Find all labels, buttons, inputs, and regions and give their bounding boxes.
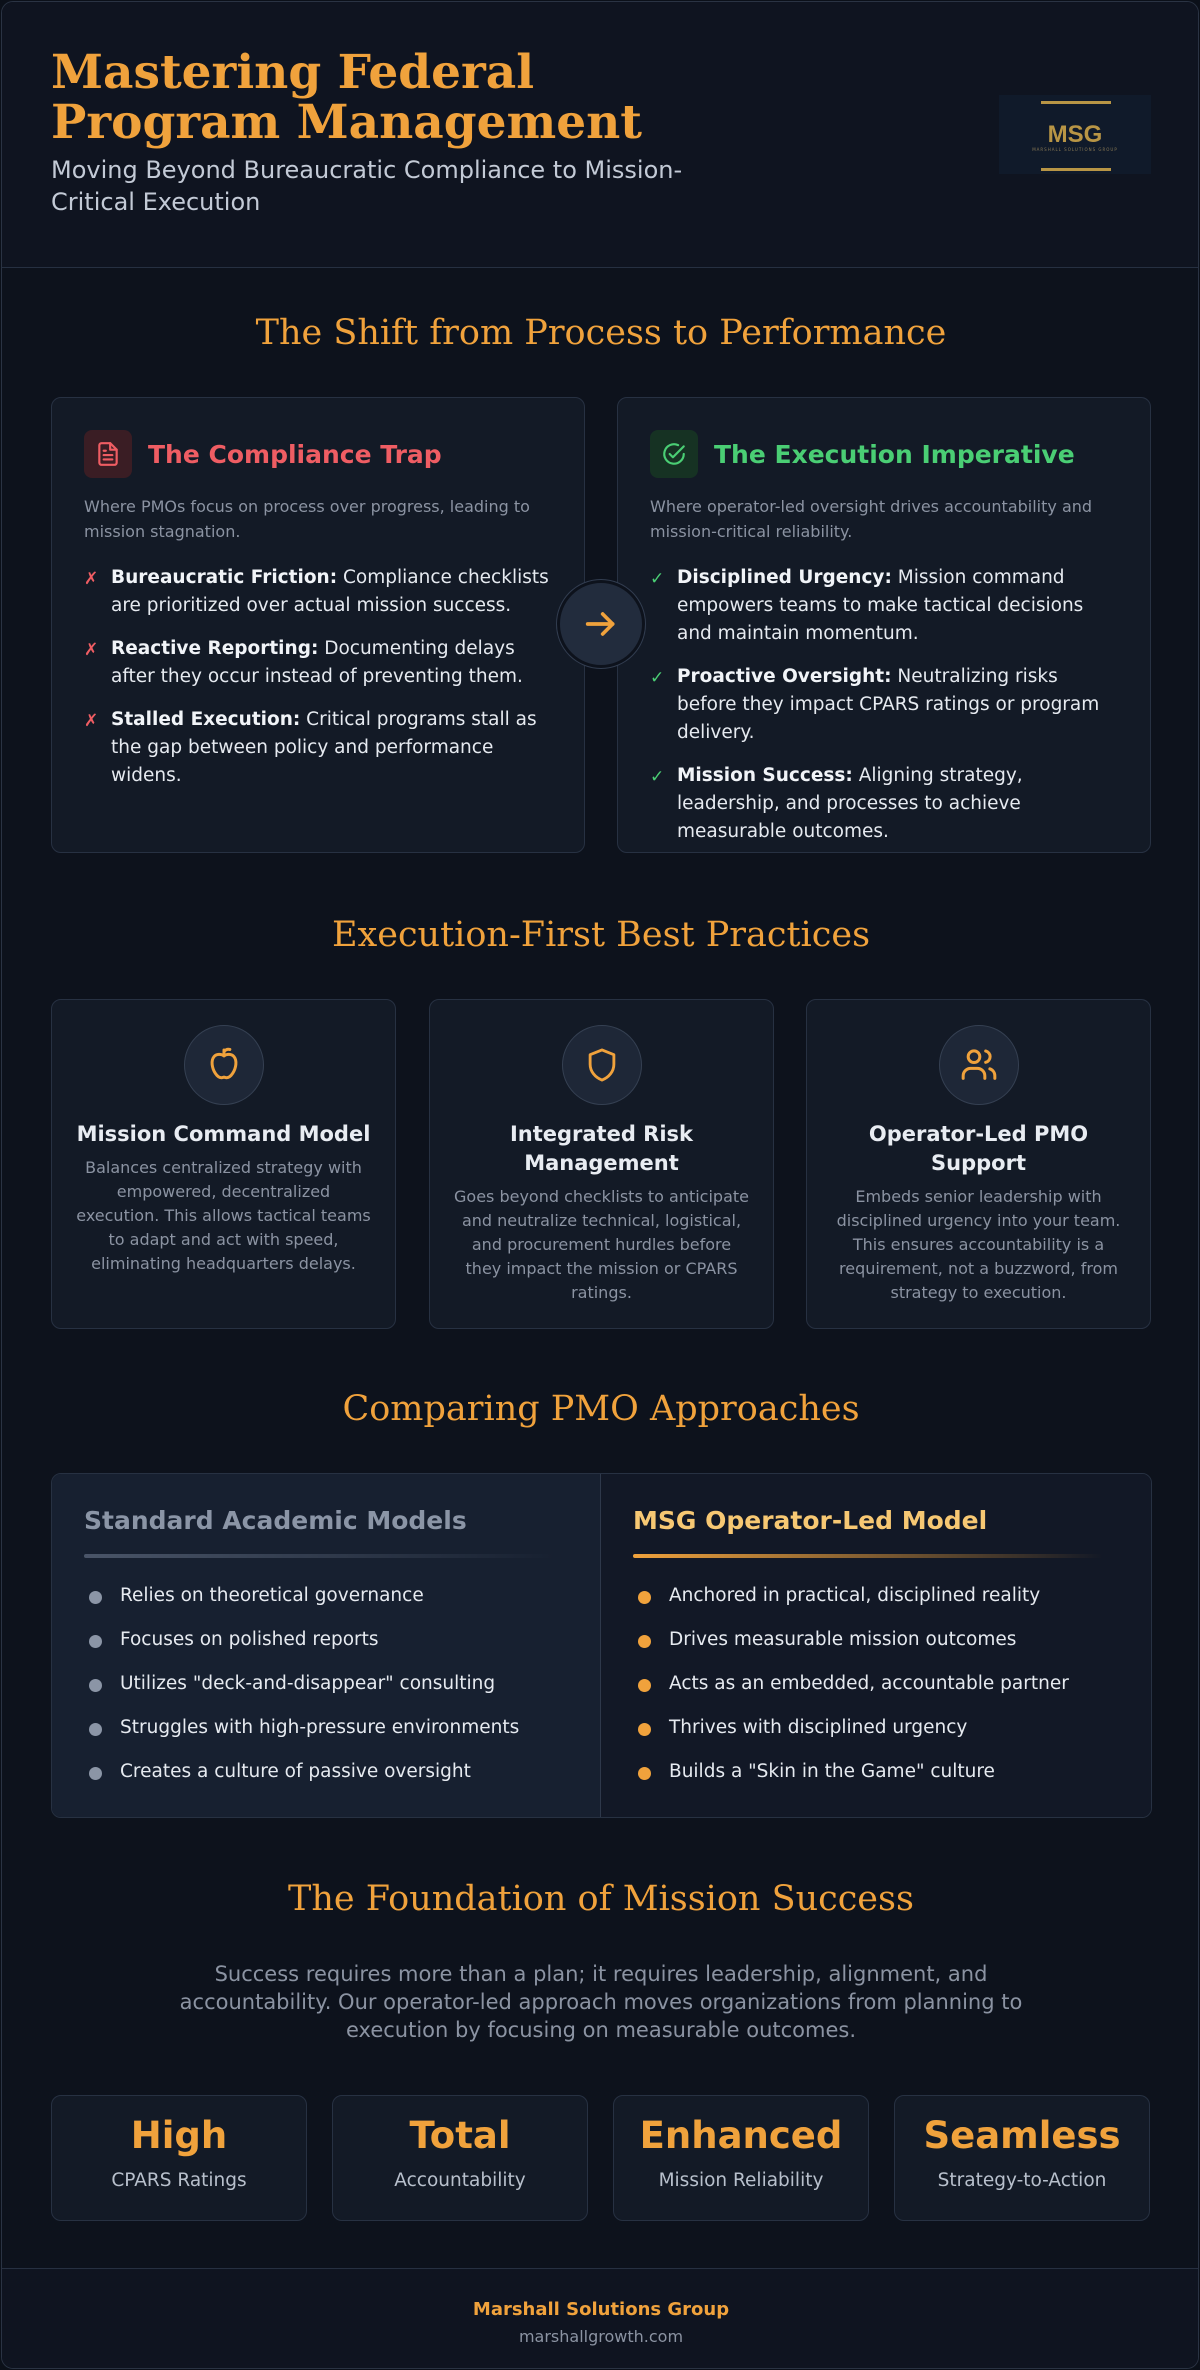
list-item: ✓ Disciplined Urgency: Mission command empowers teams to make tactical decisions and maintain momentum. <box>650 567 1084 644</box>
stat-value: Seamless <box>923 2114 1121 2157</box>
msg-divider <box>633 1554 1103 1558</box>
practice-description: Embeds senior leadership with disciplined urgency into your team. This ensures accountability is a requirement, not a buzzword, from strategy to execution. <box>836 1187 1121 1302</box>
pmo-comparison-table <box>51 1473 1152 1818</box>
stat-label: Strategy-to-Action <box>937 2170 1107 2191</box>
list-item: ✓ Mission Success: Aligning strategy, leadership, and processes to achieve measurable outcomes. <box>650 765 1023 842</box>
logo-tagline: MARSHALL SOLUTIONS GROUP <box>1032 147 1118 152</box>
list-item: Creates a culture of passive oversight <box>84 1758 519 1802</box>
footer <box>2 2268 1199 2369</box>
msg-model-list <box>633 1582 1069 1802</box>
standard-models-list <box>84 1582 519 1802</box>
stat-card <box>332 2095 588 2221</box>
logo-text: MSG <box>1047 121 1103 148</box>
cross-icon: ✗ <box>84 640 99 660</box>
stat-card <box>613 2095 869 2221</box>
check-icon: ✓ <box>650 767 665 787</box>
execution-list <box>650 564 1120 861</box>
infographic-page <box>1 1 1199 2369</box>
list-item: Relies on theoretical governance <box>84 1582 519 1626</box>
footer-organization: Marshall Solutions Group <box>472 2299 730 2320</box>
logo-top-bar <box>1041 101 1111 104</box>
shift-section-title: The Shift from Process to Performance <box>255 313 947 353</box>
list-item: Drives measurable mission outcomes <box>633 1626 1069 1670</box>
list-item: ✓ Proactive Oversight: Neutralizing risks before they impact CPARS ratings or program delivery. <box>650 666 1100 743</box>
standard-models-column <box>52 1474 601 1817</box>
users-icon <box>939 1025 1019 1105</box>
apple-icon <box>184 1025 264 1105</box>
compliance-card-title: The Compliance Trap <box>148 439 442 469</box>
foundation-intro: Success requires more than a plan; it requires leadership, alignment, and accountability. Our operator-led approach moves organizations from planning to execution by focusing on measurable outcomes. <box>179 1962 1023 2042</box>
practice-card-risk-management <box>429 999 774 1329</box>
standard-divider <box>84 1554 554 1558</box>
practice-title: Mission Command Model <box>76 1122 371 1146</box>
standard-models-title: Standard Academic Models <box>84 1506 467 1535</box>
compliance-card-header <box>84 430 442 478</box>
page-title: Mastering Federal Program Management <box>51 45 643 150</box>
page-subtitle: Moving Beyond Bureaucratic Compliance to Mission-Critical Execution <box>51 156 683 216</box>
msg-model-column <box>601 1474 1151 1817</box>
execution-card-description: Where operator-led oversight drives accountability and mission-critical reliability. <box>650 497 1093 541</box>
practices-section-title: Execution-First Best Practices <box>331 915 871 955</box>
execution-imperative-card <box>617 397 1151 853</box>
check-icon: ✓ <box>650 569 665 589</box>
msg-logo <box>999 95 1151 174</box>
stat-label: Accountability <box>394 2170 526 2191</box>
stat-value: Enhanced <box>639 2114 843 2157</box>
list-item: Builds a "Skin in the Game" culture <box>633 1758 1069 1802</box>
practice-title: Integrated Risk Management <box>509 1122 694 1175</box>
comparison-section-title: Comparing PMO Approaches <box>342 1389 860 1429</box>
arrow-right-icon <box>557 580 645 668</box>
msg-model-title: MSG Operator-Led Model <box>633 1506 988 1535</box>
compliance-card-description: Where PMOs focus on process over progress, leading to mission stagnation. <box>84 497 530 541</box>
list-item: ✗ Bureaucratic Friction: Compliance checklists are prioritized over actual mission success. <box>84 567 549 616</box>
stat-card <box>894 2095 1150 2221</box>
execution-card-header <box>650 430 1075 478</box>
foundation-section-title: The Foundation of Mission Success <box>288 1879 914 1919</box>
stat-card <box>51 2095 307 2221</box>
stat-value: High <box>130 2114 228 2157</box>
practice-description: Goes beyond checklists to anticipate and neutralize technical, logistical, and procurement hurdles before they impact the mission or CPARS ratings. <box>454 1187 749 1302</box>
execution-card-title: The Execution Imperative <box>714 439 1075 469</box>
document-icon <box>84 430 132 478</box>
stat-value: Total <box>409 2114 511 2157</box>
practice-card-operator-led <box>806 999 1151 1329</box>
cross-icon: ✗ <box>84 711 99 731</box>
list-item: ✗ Stalled Execution: Critical programs stall as the gap between policy and performance widens. <box>84 709 537 786</box>
header <box>2 2 1198 268</box>
list-item: Acts as an embedded, accountable partner <box>633 1670 1069 1714</box>
stat-label: Mission Reliability <box>658 2170 824 2191</box>
list-item: Anchored in practical, disciplined reality <box>633 1582 1069 1626</box>
practice-card-mission-command <box>51 999 396 1329</box>
check-circle-icon <box>650 430 698 478</box>
logo-bottom-bar <box>1041 168 1111 171</box>
list-item: Struggles with high-pressure environments <box>84 1714 519 1758</box>
list-item: ✗ Reactive Reporting: Documenting delays after they occur instead of preventing them. <box>84 638 523 687</box>
list-item: Utilizes "deck-and-disappear" consulting <box>84 1670 519 1714</box>
shield-icon <box>562 1025 642 1105</box>
list-item: Focuses on polished reports <box>84 1626 519 1670</box>
compliance-trap-card <box>51 397 585 853</box>
stat-label: CPARS Ratings <box>111 2170 247 2191</box>
practice-description: Balances centralized strategy with empowered, decentralized execution. This allows tactical teams to adapt and act with speed, eliminating headquarters delays. <box>76 1158 371 1273</box>
check-icon: ✓ <box>650 668 665 688</box>
compliance-list <box>84 564 554 805</box>
cross-icon: ✗ <box>84 569 99 589</box>
footer-website-link[interactable]: marshallgrowth.com <box>518 2327 684 2346</box>
practice-title: Operator-Led PMO Support <box>868 1122 1089 1175</box>
list-item: Thrives with disciplined urgency <box>633 1714 1069 1758</box>
